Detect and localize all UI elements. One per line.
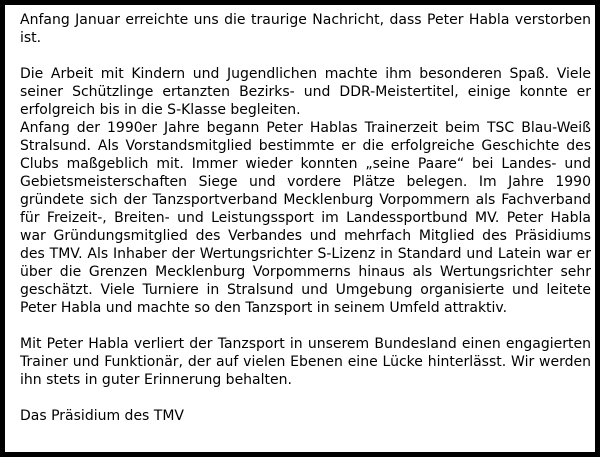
paragraph-career: Anfang der 1990er Jahre begann Peter Hablas Trainerzeit beim TSC Blau-Weiß Stralsund. Als Vorstandsmitglied bestimmte er die erfolgreiche Geschichte des Clubs maßgeblich mit. Immer wieder konnten „seine Paare“ bei Landes- und Gebietsmeisterschaften Siege und vordere Plätze belegen. Im Jahre 1990 gründete sich der Tanzsportverband Mecklenburg Vorpommern als Fachverband für Freizeit-, Breiten- und Leistungssport im Landessportbund MV. Peter Habla war Gründungsmitglied des Verbandes und mehrfach Mitglied des Präsidiums des TMV. Als Inhaber der Wertungsrichter S-Lizenz in Standard und Latein war er über die Grenzen Mecklenburg Vorpommerns hinaus als Wertungsrichter sehr geschätzt. Viele Turniere in Stralsund und Umgebung organisierte und leitete Peter Habla und machte so den Tanzsport in seinem Umfeld attraktiv. <box>20 120 591 316</box>
paragraph-spacer <box>20 47 591 65</box>
signature-line: Das Präsidium des TMV <box>20 408 185 424</box>
paragraph-spacer <box>20 389 591 407</box>
paragraph-tribute: Mit Peter Habla verliert der Tanzsport in unserem Bundesland einen engagierten Trainer und Funktionär, der auf vielen Ebenen eine Lücke hinterlässt. Wir werden ihn stets in guter Erinnerung behalten. <box>20 336 591 388</box>
paragraph-announcement: Anfang Januar erreichte uns die traurige Nachricht, dass Peter Habla verstorben ist. <box>20 12 591 46</box>
paragraph-youth-work: Die Arbeit mit Kindern und Jugendlichen machte ihm besonderen Spaß. Viele seiner Schützlinge ertanzten Bezirks- und DDR-Meistertitel, einige konnte er erfolgreich bis in die S-Klasse begleiten. <box>20 66 591 118</box>
paragraph-spacer <box>20 317 591 335</box>
document-body <box>20 11 591 425</box>
